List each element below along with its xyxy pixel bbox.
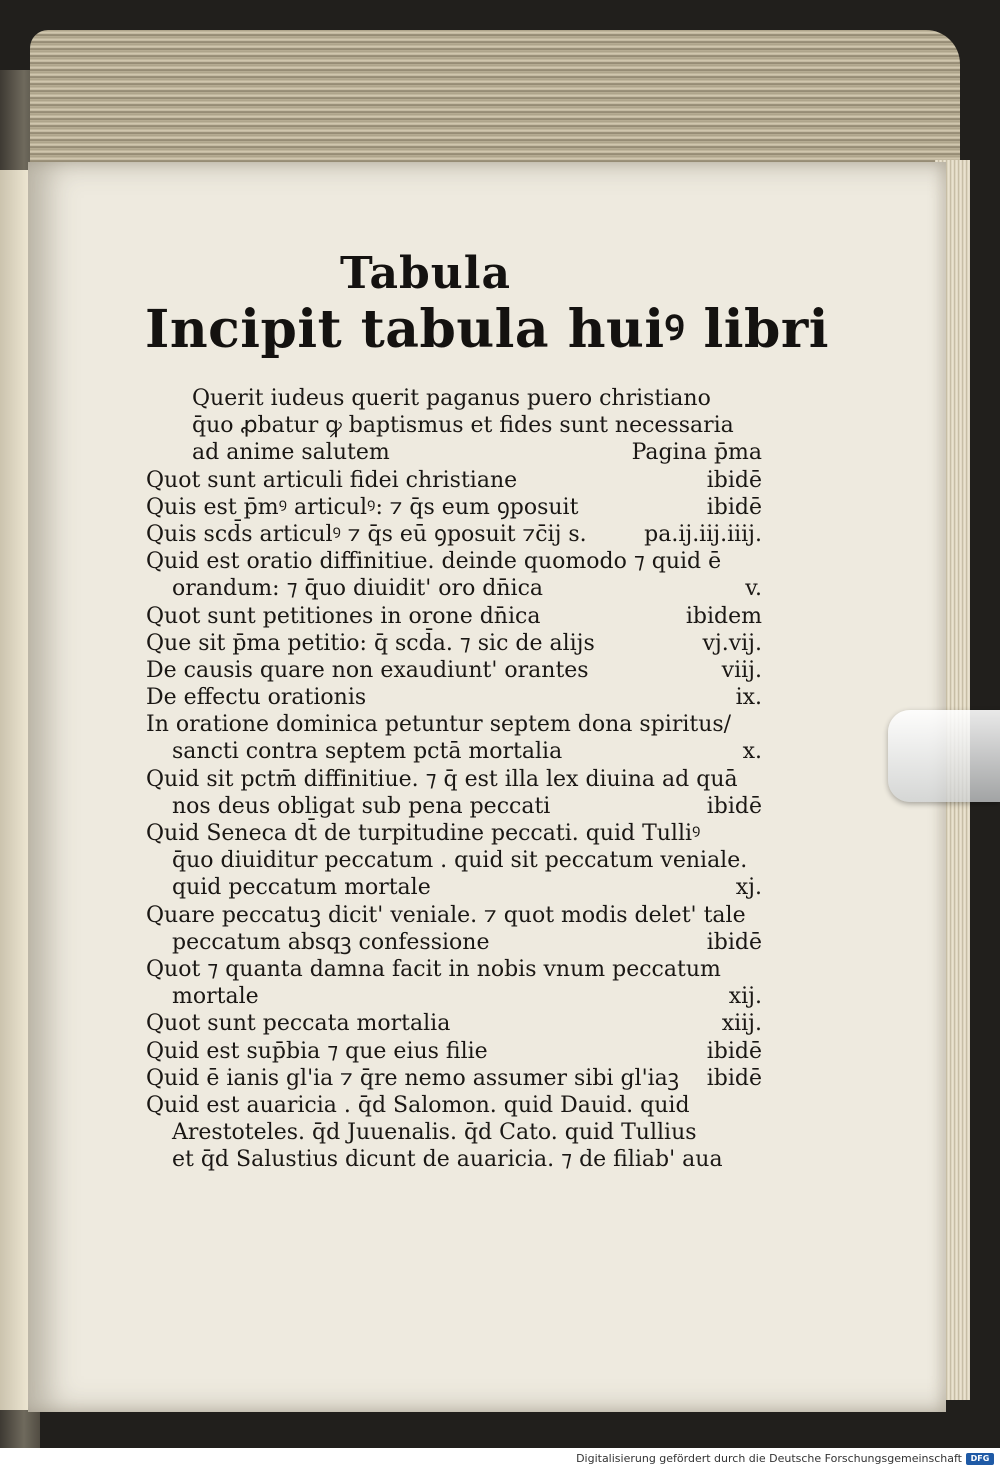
toc-entry-text: Querit iudeus querit paganus puero christiano (192, 386, 711, 411)
page-title: Incipit tabula huiꝰ libri (145, 299, 830, 360)
toc-entry (146, 902, 762, 929)
toc-entry-text: Quid Seneca dt̄ de turpitudine peccati. quid Tulliꝰ (146, 821, 701, 846)
toc-entry (146, 766, 762, 793)
toc-entry-text: peccatum absqꝫ confessione (172, 929, 490, 955)
page-block-top-edge (30, 30, 960, 180)
toc-entry (146, 1119, 762, 1146)
toc-entry (146, 657, 762, 684)
toc-entry (146, 793, 762, 820)
toc-entry-text: nos deus obligat sub pena peccati (172, 793, 551, 819)
toc-entry-text: Quot sunt peccata mortalia (146, 1011, 451, 1037)
toc-entry (146, 412, 762, 439)
toc-entry-text: Quis est p̄mꝰ articulꝰ: ⁊ q̄s eum ꝯposuit (146, 494, 579, 520)
toc-entry-page-ref: viij. (721, 657, 762, 683)
toc-entry (146, 575, 762, 602)
toc-entry (146, 630, 762, 657)
toc-entry (146, 929, 762, 956)
footer-bar (0, 1448, 1000, 1470)
toc-entry-text: Quare peccatuꝫ dicit' veniale. ⁊ quot modis delet' tale (146, 902, 746, 928)
toc-entry-text: De causis quare non exaudiunt' orantes (146, 657, 589, 683)
toc-entry (146, 874, 762, 901)
toc-entry (146, 439, 762, 466)
toc-entry-text: De effectu orationis (146, 685, 367, 711)
toc-entry-text: Quot ⁊ quanta damna facit in nobis vnum peccatum (146, 956, 721, 982)
running-heading: Tabula (340, 248, 512, 299)
footer-credit: Digitalisierung gefördert durch die Deutsche Forschungsgemeinschaft (576, 1452, 962, 1465)
toc-entry (146, 847, 762, 874)
toc-entry (146, 1146, 762, 1173)
toc-entry (146, 820, 762, 847)
toc-entry (146, 1038, 762, 1065)
toc-entry-text: Quot sunt articuli fidei christiane (146, 467, 518, 493)
toc-entry-text: orandum: ⁊ q̄uo diuidit' oro dn̄ica (172, 576, 544, 602)
toc-entry-text: mortale (172, 984, 259, 1010)
toc-entry-text: ad anime salutem (192, 440, 390, 466)
toc-entry-page-ref: ibidē (706, 467, 762, 493)
toc-entry-page-ref: v. (745, 576, 762, 602)
toc-entry-text: Quid ē ianis gl'ia ⁊ q̄re nemo assumer sibi gl'iaꝫ (146, 1065, 680, 1091)
toc-entry-page-ref: pa.ij.iij.iiij. (644, 521, 762, 547)
toc-entry-page-ref: xiij. (721, 1011, 762, 1037)
toc-entry-text: sancti contra septem pctā mortalia (172, 739, 563, 765)
toc-entry-page-ref: ibidē (706, 494, 762, 520)
toc-entry (146, 1010, 762, 1037)
toc-entry (146, 983, 762, 1010)
toc-entry (146, 738, 762, 765)
toc-entry-text: Arestoteles. q̄d Juuenalis. q̄d Cato. quid Tullius (172, 1120, 697, 1146)
toc-entry-text: Quot sunt petitiones in orone dn̄ica (146, 603, 541, 629)
toc-entry-text: In oratione dominica petuntur septem dona spiritus/ (146, 712, 732, 738)
toc-entry (146, 1092, 762, 1119)
toc-entry (146, 684, 762, 711)
left-page-edge (0, 170, 28, 1410)
toc-entry-text: Quid est sup̄bia ⁊ que eius filie (146, 1038, 488, 1064)
page-clip (888, 710, 1000, 802)
dfg-logo: DFG (966, 1453, 994, 1465)
toc-entry (146, 1065, 762, 1092)
toc-entry (146, 711, 762, 738)
toc-entry-page-ref: ibidē (706, 1065, 762, 1091)
toc-entry-text: Quid est oratio diffinitiue. deinde quomodo ⁊ quid ē (146, 549, 722, 575)
toc-entry-page-ref: xj. (735, 875, 762, 901)
toc-entry-page-ref: ibidem (685, 603, 762, 629)
toc-entry (146, 494, 762, 521)
table-of-contents (146, 385, 762, 1173)
toc-entry-page-ref: ix. (735, 685, 762, 711)
toc-entry (146, 521, 762, 548)
toc-entry-page-ref: xij. (728, 984, 762, 1010)
toc-entry-page-ref: Pagina p̄ma (631, 440, 762, 466)
toc-entry-page-ref: vj.vij. (702, 630, 762, 656)
toc-entry-text: et q̄d Salustius dicunt de auaricia. ⁊ de filiab' aua (172, 1147, 723, 1173)
toc-entry (146, 385, 762, 412)
toc-entry-text: Quis scd̄s articulꝰ ⁊ q̄s eū ꝯposuit ⁊c̄ij s. (146, 521, 587, 547)
toc-entry-text: Que sit p̄ma petitio: q̄ scd̄a. ⁊ sic de alijs (146, 630, 595, 656)
toc-entry-text: Quid est auaricia . q̄d Salomon. quid Dauid. quid (146, 1092, 690, 1118)
toc-entry (146, 603, 762, 630)
toc-entry (146, 467, 762, 494)
toc-entry-text: q̄uo diuiditur peccatum . quid sit peccatum veniale. (172, 848, 748, 874)
toc-entry-text: Quid sit pctm̄ diffinitiue. ⁊ q̄ est illa lex diuina ad quā (146, 766, 738, 792)
toc-entry-page-ref: x. (742, 739, 762, 765)
toc-entry (146, 956, 762, 983)
toc-entry (146, 548, 762, 575)
toc-entry-page-ref: ibidē (706, 1038, 762, 1064)
toc-entry-text: q̄uo ꝓbatur ꝙ baptismus et fides sunt necessaria (192, 413, 734, 439)
toc-entry-text: quid peccatum mortale (172, 875, 431, 901)
toc-entry-page-ref: ibidē (706, 793, 762, 819)
toc-entry-page-ref: ibidē (706, 929, 762, 955)
